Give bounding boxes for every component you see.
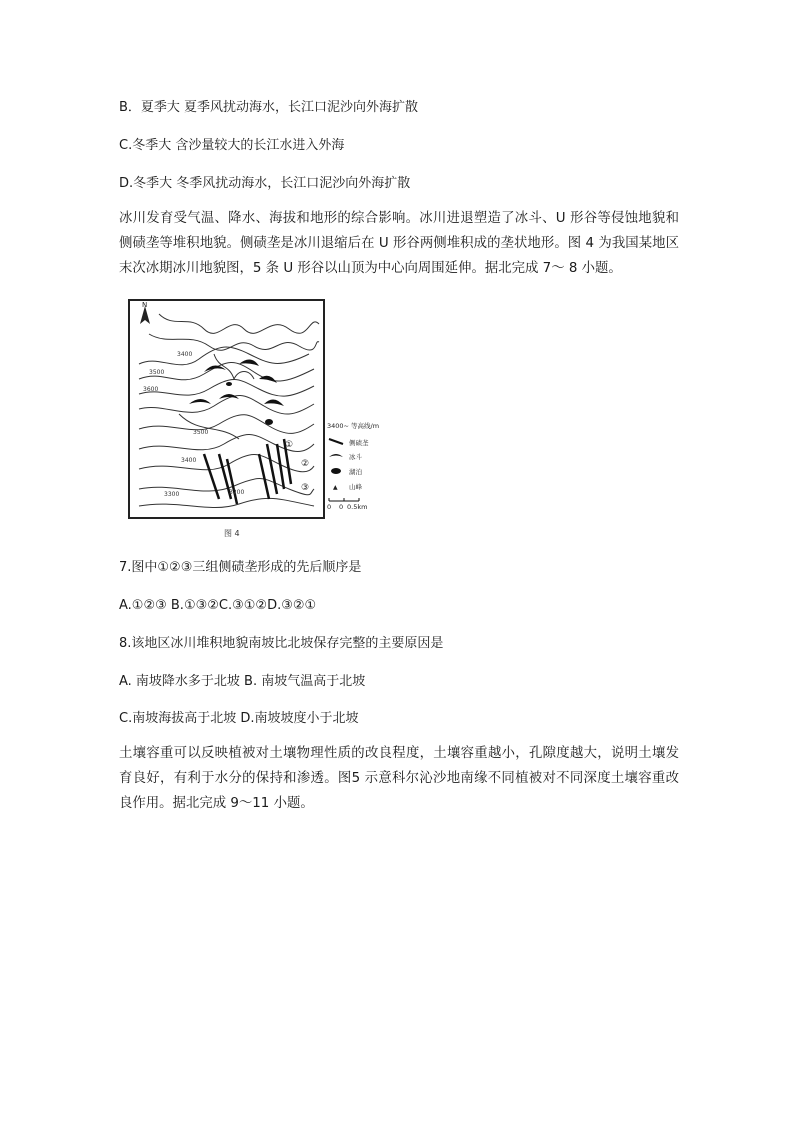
passage-soil: 土壤容重可以反映植被对土壤物理性质的改良程度，土壤容重越小，孔隙度越大，说明土壤发育良好，有利于水分的保持和渗透。图5 示意科尔沁沙地南缘不同植被对不同深度土壤容重改良作用。据北完成 9～11 小题。 [119, 746, 679, 811]
option-c-text: C.冬季大 含沙量较大的长江水进入外海 [119, 138, 345, 153]
legend-contour: 3400~ 等高线/m [327, 422, 380, 430]
legend-peak: 山峰 [349, 483, 362, 491]
question-8-options-ab: A. 南坡降水多于北坡 B. 南坡气温高于北坡 [119, 674, 366, 689]
option-b-text: B．夏季大 夏季风扰动海水，长江口泥沙向外海扩散 [119, 100, 419, 115]
glacier-map-figure [119, 294, 399, 544]
svg-text:3400: 3400 [181, 457, 197, 464]
option-d-text: D.冬季大 冬季风扰动海水，长江口泥沙向外海扩散 [119, 176, 411, 191]
svg-text:▲: ▲ [333, 484, 338, 491]
scale-zero-b: 0 [339, 503, 344, 511]
legend-lake: 湖泊 [349, 468, 362, 476]
svg-text:3500: 3500 [149, 369, 165, 376]
north-label: N [142, 301, 148, 309]
svg-text:3300: 3300 [164, 491, 180, 498]
svg-text:3400: 3400 [177, 351, 193, 358]
marker-1: ① [285, 440, 294, 450]
question-8-options-cd: C.南坡海拔高于北坡 D.南坡坡度小于北坡 [119, 711, 359, 726]
legend-cirque: 冰斗 [349, 453, 362, 461]
figure-caption: 图 4 [224, 529, 240, 538]
question-8: 8.该地区冰川堆积地貌南坡比北坡保存完整的主要原因是 [119, 636, 444, 651]
marker-2: ② [301, 459, 310, 469]
svg-text:3600: 3600 [143, 386, 159, 393]
scale-value: 0.5km [347, 503, 368, 511]
svg-text:3500: 3500 [193, 429, 209, 436]
contour-map [119, 294, 399, 529]
passage-glacier: 冰川发育受气温、降水、海拔和地形的综合影响。冰川进退塑造了冰斗、U 形谷等侵蚀地貌和侧碛垄等堆积地貌。侧碛垄是冰川退缩后在 U 形谷两侧堆积成的垄状地形。图 4 为我国某地区末次冰期冰川地貌图，5 条 U 形谷以山顶为中心向周围延伸。据北完成 7～ 8 小题。 [119, 211, 679, 276]
scale-zero: 0 [327, 503, 332, 511]
question-7-options: A.①②③ B.①③②C.③①②D.③②① [119, 598, 317, 613]
question-7: 7.图中①②③三组侧碛垄形成的先后顺序是 [119, 560, 362, 575]
legend-moraine: 侧碛垄 [349, 439, 369, 447]
svg-text:3200: 3200 [229, 489, 245, 496]
marker-3: ③ [301, 483, 310, 493]
map-legend [327, 421, 379, 511]
